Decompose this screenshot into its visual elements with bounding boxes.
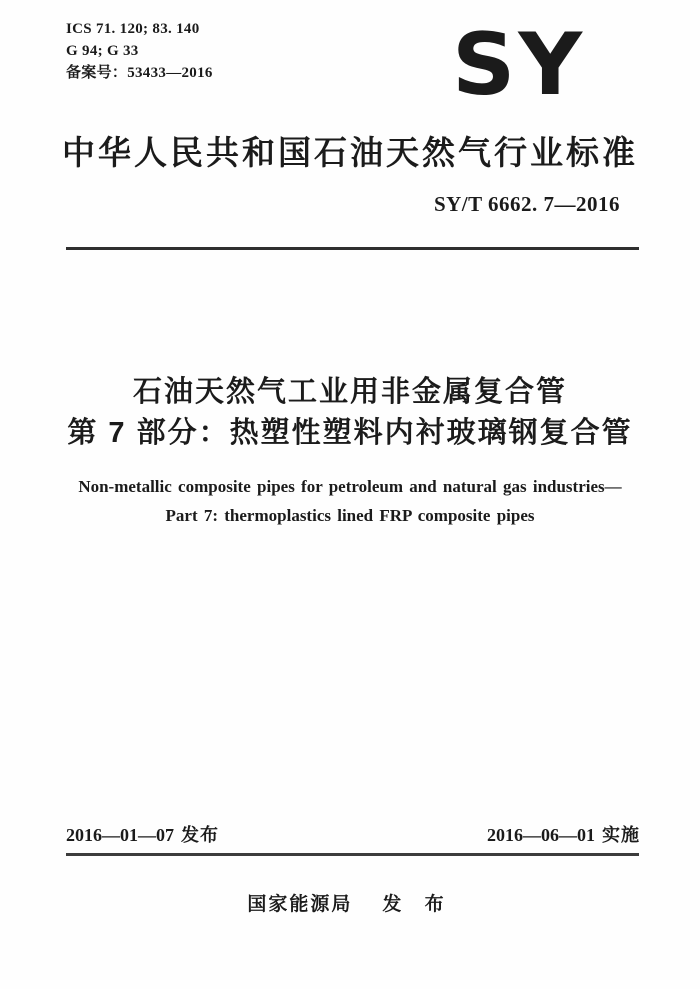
publish-action-label: 发 布 [382,894,453,915]
record-number-line [66,62,213,84]
record-number: 53433—2016 [127,65,213,81]
issue-date-line [66,821,219,847]
implementation-label: 实施 [602,825,640,845]
national-standard-heading: 中华人民共和国石油天然气行业标准 [62,134,638,171]
main-title-chinese [0,372,700,454]
issue-date: 2016—01—07 [66,825,174,845]
sy-logo: SY [452,14,586,115]
english-title-line1: Non-metallic composite pipes for petroleum and natural gas industries— [78,477,622,496]
dates-row [66,821,640,847]
implementation-date: 2016—06—01 [487,825,595,845]
main-title-line2: 第 7 部分：热塑性塑料内衬玻璃钢复合管 [67,417,633,449]
header-divider [66,247,639,250]
main-title-english [0,472,700,530]
classification-code: G 94; G 33 [66,43,139,59]
publisher-name: 国家能源局 [247,894,353,915]
ics-code: ICS 71. 120; 83. 140 [66,21,200,37]
footer-divider [66,853,639,856]
implementation-date-line [487,821,640,847]
main-title-line1: 石油天然气工业用非金属复合管 [132,376,567,408]
publisher-row [0,889,700,916]
standard-number: SY/T 6662. 7—2016 [433,192,620,216]
ics-block [66,18,213,84]
english-title-line2: Part 7: thermoplastics lined FRP composite pipes [165,506,535,525]
issue-label: 发布 [181,825,219,845]
record-label: 备案号： [66,64,128,81]
